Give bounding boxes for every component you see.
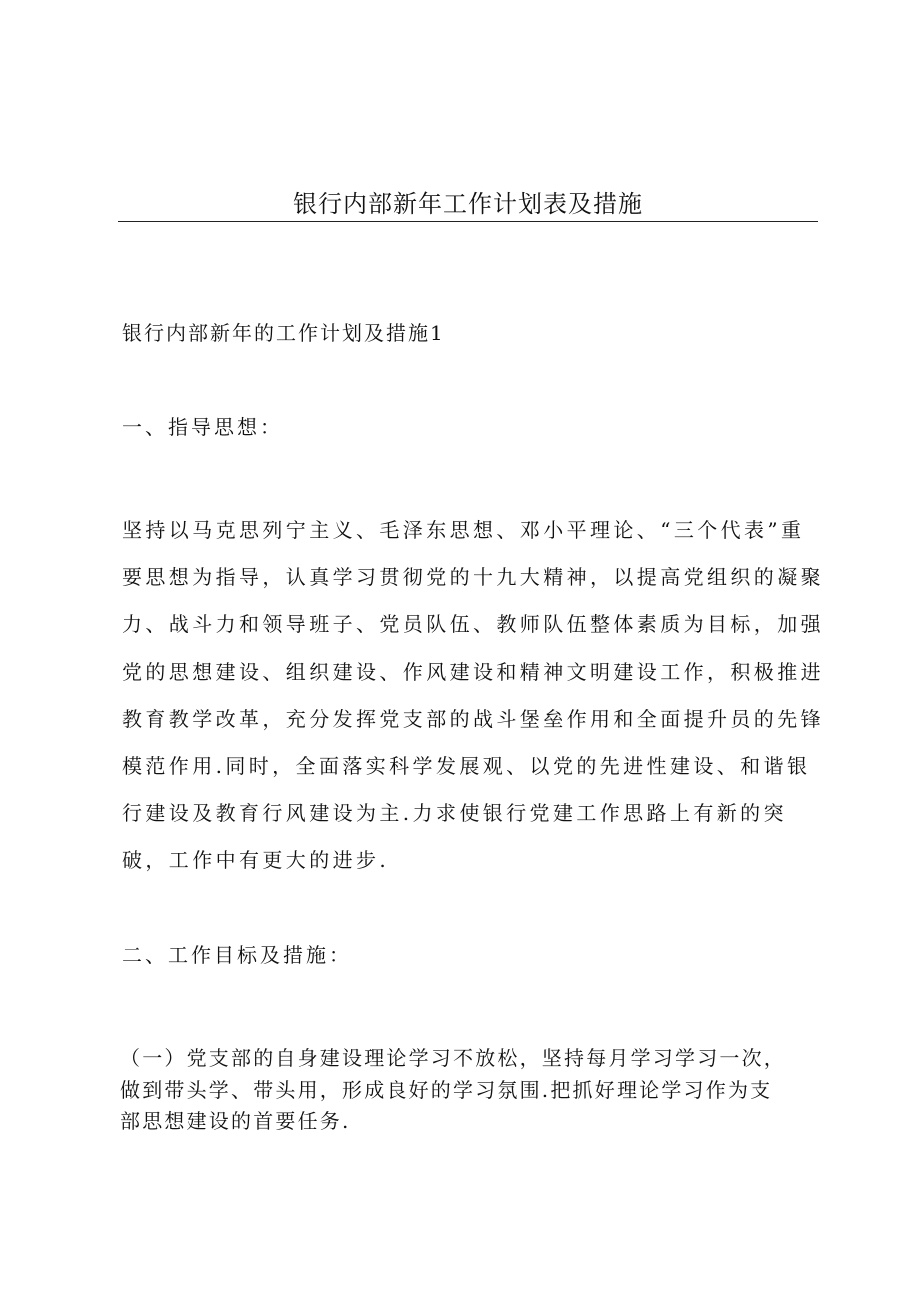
paragraph-line: 部思想建设的首要任务.: [120, 1109, 351, 1133]
document-subheading: 银行内部新年的工作计划及措施1: [122, 321, 445, 345]
paragraph-line: （一）党支部的自身建设理论学习不放松，坚持每月学习学习一次，: [120, 1046, 786, 1070]
paragraph-line: 坚持以马克思列宁主义、毛泽东思想、邓小平理论、“三个代表”重: [122, 518, 805, 542]
paragraph-line: 模范作用.同时，全面落实科学发展观、以党的先进性建设、和谐银: [122, 754, 811, 779]
paragraph-line: 破，工作中有更大的进步.: [122, 848, 390, 873]
paragraph-line: 要思想为指导，认真学习贯彻党的十九大精神，以提高党组织的凝聚: [122, 565, 824, 590]
paragraph-line: 做到带头学、带头用，形成良好的学习氛围.把抓好理论学习作为支: [120, 1077, 773, 1102]
goals-measures-paragraph: [120, 1043, 820, 1138]
section-heading-goals-measures: 二、工作目标及措施：: [122, 943, 352, 967]
paragraph-line: 力、战斗力和领导班子、党员队伍、教师队伍整体素质为目标，加强: [122, 612, 824, 637]
paragraph-line: 党的思想建设、组织建设、作风建设和精神文明建设工作，积极推进: [122, 659, 824, 684]
section-heading-guiding-ideology: 一、指导思想：: [122, 415, 283, 439]
guiding-ideology-paragraph: [122, 507, 822, 885]
paragraph-line: 行建设及教育行风建设为主.力求使银行党建工作思路上有新的突: [122, 801, 787, 826]
title-underline: [118, 221, 818, 222]
document-title: 银行内部新年工作计划表及措施: [293, 190, 643, 218]
paragraph-line: 教育教学改革，充分发挥党支部的战斗堡垒作用和全面提升员的先锋: [122, 706, 824, 731]
